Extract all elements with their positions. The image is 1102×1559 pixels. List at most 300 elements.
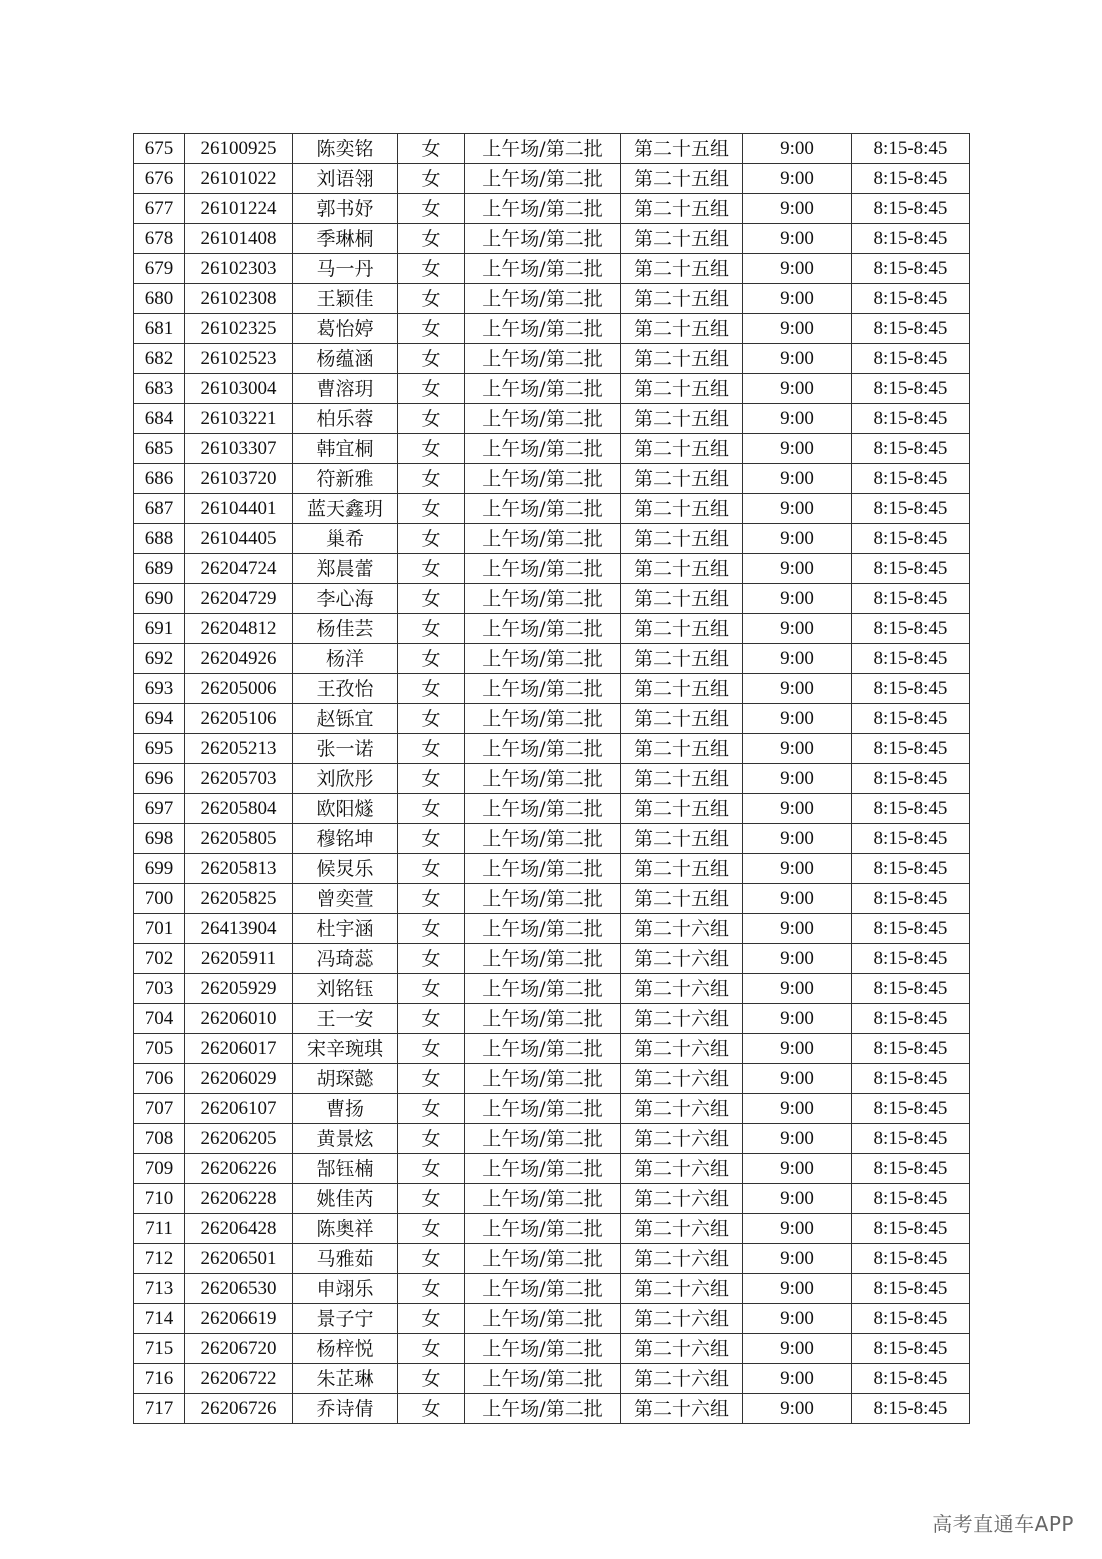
exam-time-cell: 9:00	[743, 1034, 852, 1064]
group-cell: 第二十五组	[621, 494, 743, 524]
exam-time-cell: 9:00	[743, 584, 852, 614]
name-cell: 刘欣彤	[293, 764, 398, 794]
session-cell: 上午场/第二批	[465, 344, 621, 374]
exam-id-cell: 26204926	[185, 644, 293, 674]
exam-id-cell: 26205805	[185, 824, 293, 854]
session-cell: 上午场/第二批	[465, 974, 621, 1004]
name-cell: 乔诗倩	[293, 1394, 398, 1424]
seq-no-cell: 680	[134, 284, 185, 314]
table-row	[134, 344, 970, 374]
name-cell: 杜宇涵	[293, 914, 398, 944]
seq-no-cell: 717	[134, 1394, 185, 1424]
gender-cell: 女	[398, 854, 465, 884]
table-row	[134, 1154, 970, 1184]
name-cell: 候炅乐	[293, 854, 398, 884]
exam-time-cell: 9:00	[743, 944, 852, 974]
exam-id-cell: 26205703	[185, 764, 293, 794]
checkin-time-cell: 8:15-8:45	[852, 1334, 970, 1364]
group-cell: 第二十五组	[621, 884, 743, 914]
seq-no-cell: 690	[134, 584, 185, 614]
exam-id-cell: 26205106	[185, 704, 293, 734]
exam-time-cell: 9:00	[743, 404, 852, 434]
exam-id-cell: 26102325	[185, 314, 293, 344]
gender-cell: 女	[398, 254, 465, 284]
exam-id-cell: 26413904	[185, 914, 293, 944]
table-row	[134, 554, 970, 584]
session-cell: 上午场/第二批	[465, 764, 621, 794]
checkin-time-cell: 8:15-8:45	[852, 1124, 970, 1154]
name-cell: 巢希	[293, 524, 398, 554]
checkin-time-cell: 8:15-8:45	[852, 1244, 970, 1274]
gender-cell: 女	[398, 1394, 465, 1424]
exam-time-cell: 9:00	[743, 284, 852, 314]
exam-time-cell: 9:00	[743, 974, 852, 1004]
session-cell: 上午场/第二批	[465, 794, 621, 824]
table-row	[134, 1034, 970, 1064]
session-cell: 上午场/第二批	[465, 404, 621, 434]
session-cell: 上午场/第二批	[465, 284, 621, 314]
session-cell: 上午场/第二批	[465, 734, 621, 764]
checkin-time-cell: 8:15-8:45	[852, 794, 970, 824]
seq-no-cell: 697	[134, 794, 185, 824]
session-cell: 上午场/第二批	[465, 854, 621, 884]
seq-no-cell: 688	[134, 524, 185, 554]
gender-cell: 女	[398, 764, 465, 794]
session-cell: 上午场/第二批	[465, 434, 621, 464]
gender-cell: 女	[398, 1034, 465, 1064]
exam-time-cell: 9:00	[743, 1154, 852, 1184]
name-cell: 葛怡婷	[293, 314, 398, 344]
gender-cell: 女	[398, 494, 465, 524]
name-cell: 蓝天鑫玥	[293, 494, 398, 524]
group-cell: 第二十六组	[621, 944, 743, 974]
session-cell: 上午场/第二批	[465, 1034, 621, 1064]
checkin-time-cell: 8:15-8:45	[852, 254, 970, 284]
table-row	[134, 734, 970, 764]
group-cell: 第二十五组	[621, 194, 743, 224]
exam-time-cell: 9:00	[743, 1094, 852, 1124]
checkin-time-cell: 8:15-8:45	[852, 1304, 970, 1334]
exam-time-cell: 9:00	[743, 614, 852, 644]
exam-time-cell: 9:00	[743, 1394, 852, 1424]
group-cell: 第二十五组	[621, 554, 743, 584]
exam-time-cell: 9:00	[743, 1334, 852, 1364]
table-row	[134, 854, 970, 884]
exam-id-cell: 26204724	[185, 554, 293, 584]
gender-cell: 女	[398, 734, 465, 764]
seq-no-cell: 699	[134, 854, 185, 884]
gender-cell: 女	[398, 1214, 465, 1244]
group-cell: 第二十六组	[621, 1334, 743, 1364]
session-cell: 上午场/第二批	[465, 614, 621, 644]
seq-no-cell: 677	[134, 194, 185, 224]
group-cell: 第二十五组	[621, 254, 743, 284]
seq-no-cell: 705	[134, 1034, 185, 1064]
table-row	[134, 1364, 970, 1394]
group-cell: 第二十五组	[621, 284, 743, 314]
name-cell: 李心海	[293, 584, 398, 614]
gender-cell: 女	[398, 524, 465, 554]
session-cell: 上午场/第二批	[465, 1004, 621, 1034]
table-row	[134, 824, 970, 854]
checkin-time-cell: 8:15-8:45	[852, 1184, 970, 1214]
name-cell: 杨蕴涵	[293, 344, 398, 374]
checkin-time-cell: 8:15-8:45	[852, 134, 970, 164]
name-cell: 王孜怡	[293, 674, 398, 704]
checkin-time-cell: 8:15-8:45	[852, 1364, 970, 1394]
session-cell: 上午场/第二批	[465, 884, 621, 914]
exam-id-cell: 26103720	[185, 464, 293, 494]
gender-cell: 女	[398, 314, 465, 344]
seq-no-cell: 682	[134, 344, 185, 374]
name-cell: 杨洋	[293, 644, 398, 674]
name-cell: 杨梓悦	[293, 1334, 398, 1364]
session-cell: 上午场/第二批	[465, 644, 621, 674]
name-cell: 姚佳芮	[293, 1184, 398, 1214]
gender-cell: 女	[398, 704, 465, 734]
name-cell: 欧阳燧	[293, 794, 398, 824]
exam-time-cell: 9:00	[743, 344, 852, 374]
exam-time-cell: 9:00	[743, 374, 852, 404]
name-cell: 黄景炫	[293, 1124, 398, 1154]
exam-time-cell: 9:00	[743, 704, 852, 734]
checkin-time-cell: 8:15-8:45	[852, 584, 970, 614]
group-cell: 第二十六组	[621, 1364, 743, 1394]
exam-id-cell: 26206428	[185, 1214, 293, 1244]
group-cell: 第二十六组	[621, 1034, 743, 1064]
exam-id-cell: 26205825	[185, 884, 293, 914]
name-cell: 郜钰楠	[293, 1154, 398, 1184]
seq-no-cell: 687	[134, 494, 185, 524]
exam-time-cell: 9:00	[743, 644, 852, 674]
exam-id-cell: 26206720	[185, 1334, 293, 1364]
exam-id-cell: 26204729	[185, 584, 293, 614]
exam-id-cell: 26206228	[185, 1184, 293, 1214]
group-cell: 第二十五组	[621, 434, 743, 464]
seq-no-cell: 714	[134, 1304, 185, 1334]
table-row	[134, 284, 970, 314]
seq-no-cell: 685	[134, 434, 185, 464]
group-cell: 第二十六组	[621, 1244, 743, 1274]
group-cell: 第二十六组	[621, 1154, 743, 1184]
group-cell: 第二十六组	[621, 1214, 743, 1244]
checkin-time-cell: 8:15-8:45	[852, 764, 970, 794]
seq-no-cell: 689	[134, 554, 185, 584]
session-cell: 上午场/第二批	[465, 944, 621, 974]
exam-time-cell: 9:00	[743, 464, 852, 494]
table-row	[134, 944, 970, 974]
checkin-time-cell: 8:15-8:45	[852, 734, 970, 764]
table-row	[134, 1244, 970, 1274]
checkin-time-cell: 8:15-8:45	[852, 644, 970, 674]
exam-time-cell: 9:00	[743, 1304, 852, 1334]
exam-time-cell: 9:00	[743, 554, 852, 584]
exam-id-cell: 26101224	[185, 194, 293, 224]
exam-time-cell: 9:00	[743, 194, 852, 224]
table-row	[134, 1064, 970, 1094]
exam-id-cell: 26206722	[185, 1364, 293, 1394]
exam-id-cell: 26206726	[185, 1394, 293, 1424]
exam-id-cell: 26206226	[185, 1154, 293, 1184]
table-row	[134, 1394, 970, 1424]
group-cell: 第二十六组	[621, 1064, 743, 1094]
group-cell: 第二十六组	[621, 1184, 743, 1214]
checkin-time-cell: 8:15-8:45	[852, 344, 970, 374]
table-row	[134, 1124, 970, 1154]
exam-time-cell: 9:00	[743, 1124, 852, 1154]
exam-time-cell: 9:00	[743, 164, 852, 194]
name-cell: 朱芷琳	[293, 1364, 398, 1394]
exam-id-cell: 26206530	[185, 1274, 293, 1304]
seq-no-cell: 676	[134, 164, 185, 194]
group-cell: 第二十五组	[621, 854, 743, 884]
group-cell: 第二十五组	[621, 584, 743, 614]
gender-cell: 女	[398, 1244, 465, 1274]
exam-id-cell: 26205813	[185, 854, 293, 884]
checkin-time-cell: 8:15-8:45	[852, 314, 970, 344]
group-cell: 第二十五组	[621, 164, 743, 194]
gender-cell: 女	[398, 794, 465, 824]
checkin-time-cell: 8:15-8:45	[852, 284, 970, 314]
exam-id-cell: 26205911	[185, 944, 293, 974]
gender-cell: 女	[398, 884, 465, 914]
name-cell: 刘语翎	[293, 164, 398, 194]
table-row	[134, 704, 970, 734]
gender-cell: 女	[398, 944, 465, 974]
table-row	[134, 134, 970, 164]
checkin-time-cell: 8:15-8:45	[852, 1394, 970, 1424]
checkin-time-cell: 8:15-8:45	[852, 854, 970, 884]
exam-time-cell: 9:00	[743, 764, 852, 794]
table-row	[134, 404, 970, 434]
session-cell: 上午场/第二批	[465, 1214, 621, 1244]
checkin-time-cell: 8:15-8:45	[852, 1154, 970, 1184]
exam-id-cell: 26206205	[185, 1124, 293, 1154]
name-cell: 胡琛懿	[293, 1064, 398, 1094]
seq-no-cell: 692	[134, 644, 185, 674]
seq-no-cell: 684	[134, 404, 185, 434]
exam-time-cell: 9:00	[743, 494, 852, 524]
name-cell: 张一诺	[293, 734, 398, 764]
exam-time-cell: 9:00	[743, 314, 852, 344]
group-cell: 第二十五组	[621, 794, 743, 824]
exam-id-cell: 26204812	[185, 614, 293, 644]
gender-cell: 女	[398, 1304, 465, 1334]
name-cell: 赵铄宜	[293, 704, 398, 734]
group-cell: 第二十五组	[621, 374, 743, 404]
checkin-time-cell: 8:15-8:45	[852, 554, 970, 584]
table-row	[134, 644, 970, 674]
session-cell: 上午场/第二批	[465, 1274, 621, 1304]
group-cell: 第二十六组	[621, 914, 743, 944]
seq-no-cell: 701	[134, 914, 185, 944]
table-row	[134, 1334, 970, 1364]
checkin-time-cell: 8:15-8:45	[852, 164, 970, 194]
group-cell: 第二十五组	[621, 524, 743, 554]
name-cell: 郭书妤	[293, 194, 398, 224]
checkin-time-cell: 8:15-8:45	[852, 434, 970, 464]
session-cell: 上午场/第二批	[465, 1364, 621, 1394]
table-row	[134, 164, 970, 194]
checkin-time-cell: 8:15-8:45	[852, 884, 970, 914]
exam-time-cell: 9:00	[743, 824, 852, 854]
gender-cell: 女	[398, 614, 465, 644]
name-cell: 韩宜桐	[293, 434, 398, 464]
seq-no-cell: 698	[134, 824, 185, 854]
gender-cell: 女	[398, 1094, 465, 1124]
seq-no-cell: 691	[134, 614, 185, 644]
session-cell: 上午场/第二批	[465, 254, 621, 284]
gender-cell: 女	[398, 1334, 465, 1364]
seq-no-cell: 716	[134, 1364, 185, 1394]
session-cell: 上午场/第二批	[465, 164, 621, 194]
checkin-time-cell: 8:15-8:45	[852, 1004, 970, 1034]
group-cell: 第二十六组	[621, 1094, 743, 1124]
session-cell: 上午场/第二批	[465, 824, 621, 854]
name-cell: 符新雅	[293, 464, 398, 494]
checkin-time-cell: 8:15-8:45	[852, 464, 970, 494]
seq-no-cell: 678	[134, 224, 185, 254]
session-cell: 上午场/第二批	[465, 1094, 621, 1124]
table-row	[134, 884, 970, 914]
gender-cell: 女	[398, 134, 465, 164]
exam-time-cell: 9:00	[743, 1244, 852, 1274]
exam-id-cell: 26205006	[185, 674, 293, 704]
exam-id-cell: 26101022	[185, 164, 293, 194]
session-cell: 上午场/第二批	[465, 1334, 621, 1364]
name-cell: 陈奕铭	[293, 134, 398, 164]
exam-id-cell: 26205213	[185, 734, 293, 764]
table-row	[134, 914, 970, 944]
table-row	[134, 194, 970, 224]
seq-no-cell: 696	[134, 764, 185, 794]
group-cell: 第二十五组	[621, 344, 743, 374]
gender-cell: 女	[398, 584, 465, 614]
exam-time-cell: 9:00	[743, 224, 852, 254]
group-cell: 第二十五组	[621, 824, 743, 854]
session-cell: 上午场/第二批	[465, 524, 621, 554]
gender-cell: 女	[398, 1064, 465, 1094]
table-row	[134, 1094, 970, 1124]
exam-id-cell: 26205804	[185, 794, 293, 824]
seq-no-cell: 711	[134, 1214, 185, 1244]
name-cell: 穆铭坤	[293, 824, 398, 854]
roster-table	[133, 133, 970, 1424]
name-cell: 曹扬	[293, 1094, 398, 1124]
name-cell: 马一丹	[293, 254, 398, 284]
seq-no-cell: 675	[134, 134, 185, 164]
exam-id-cell: 26206107	[185, 1094, 293, 1124]
seq-no-cell: 713	[134, 1274, 185, 1304]
session-cell: 上午场/第二批	[465, 674, 621, 704]
checkin-time-cell: 8:15-8:45	[852, 524, 970, 554]
gender-cell: 女	[398, 1274, 465, 1304]
seq-no-cell: 715	[134, 1334, 185, 1364]
session-cell: 上午场/第二批	[465, 1124, 621, 1154]
session-cell: 上午场/第二批	[465, 224, 621, 254]
group-cell: 第二十五组	[621, 464, 743, 494]
seq-no-cell: 710	[134, 1184, 185, 1214]
gender-cell: 女	[398, 224, 465, 254]
checkin-time-cell: 8:15-8:45	[852, 404, 970, 434]
gender-cell: 女	[398, 344, 465, 374]
table-row	[134, 524, 970, 554]
gender-cell: 女	[398, 284, 465, 314]
table-row	[134, 794, 970, 824]
gender-cell: 女	[398, 974, 465, 1004]
name-cell: 景子宁	[293, 1304, 398, 1334]
gender-cell: 女	[398, 1004, 465, 1034]
session-cell: 上午场/第二批	[465, 554, 621, 584]
group-cell: 第二十五组	[621, 704, 743, 734]
table-row	[134, 1304, 970, 1334]
seq-no-cell: 693	[134, 674, 185, 704]
name-cell: 陈奥祥	[293, 1214, 398, 1244]
exam-id-cell: 26103221	[185, 404, 293, 434]
gender-cell: 女	[398, 554, 465, 584]
seq-no-cell: 681	[134, 314, 185, 344]
watermark-text: 高考直通车APP	[932, 1512, 1074, 1536]
table-row	[134, 674, 970, 704]
exam-time-cell: 9:00	[743, 884, 852, 914]
exam-id-cell: 26103307	[185, 434, 293, 464]
exam-time-cell: 9:00	[743, 1274, 852, 1304]
table-row	[134, 1214, 970, 1244]
name-cell: 郑晨蕾	[293, 554, 398, 584]
exam-time-cell: 9:00	[743, 1004, 852, 1034]
seq-no-cell: 683	[134, 374, 185, 404]
seq-no-cell: 700	[134, 884, 185, 914]
exam-time-cell: 9:00	[743, 854, 852, 884]
gender-cell: 女	[398, 404, 465, 434]
gender-cell: 女	[398, 1184, 465, 1214]
gender-cell: 女	[398, 1124, 465, 1154]
exam-id-cell: 26206501	[185, 1244, 293, 1274]
checkin-time-cell: 8:15-8:45	[852, 194, 970, 224]
exam-id-cell: 26101408	[185, 224, 293, 254]
checkin-time-cell: 8:15-8:45	[852, 1064, 970, 1094]
table-row	[134, 374, 970, 404]
table-row	[134, 764, 970, 794]
session-cell: 上午场/第二批	[465, 914, 621, 944]
checkin-time-cell: 8:15-8:45	[852, 944, 970, 974]
seq-no-cell: 709	[134, 1154, 185, 1184]
checkin-time-cell: 8:15-8:45	[852, 494, 970, 524]
gender-cell: 女	[398, 1154, 465, 1184]
checkin-time-cell: 8:15-8:45	[852, 974, 970, 1004]
seq-no-cell: 706	[134, 1064, 185, 1094]
checkin-time-cell: 8:15-8:45	[852, 614, 970, 644]
table-row	[134, 494, 970, 524]
seq-no-cell: 707	[134, 1094, 185, 1124]
exam-time-cell: 9:00	[743, 254, 852, 284]
session-cell: 上午场/第二批	[465, 494, 621, 524]
group-cell: 第二十五组	[621, 404, 743, 434]
gender-cell: 女	[398, 164, 465, 194]
checkin-time-cell: 8:15-8:45	[852, 824, 970, 854]
table-row	[134, 464, 970, 494]
group-cell: 第二十六组	[621, 1124, 743, 1154]
group-cell: 第二十六组	[621, 1004, 743, 1034]
exam-id-cell: 26102523	[185, 344, 293, 374]
group-cell: 第二十五组	[621, 734, 743, 764]
session-cell: 上午场/第二批	[465, 1304, 621, 1334]
gender-cell: 女	[398, 644, 465, 674]
name-cell: 杨佳芸	[293, 614, 398, 644]
seq-no-cell: 704	[134, 1004, 185, 1034]
session-cell: 上午场/第二批	[465, 704, 621, 734]
seq-no-cell: 703	[134, 974, 185, 1004]
